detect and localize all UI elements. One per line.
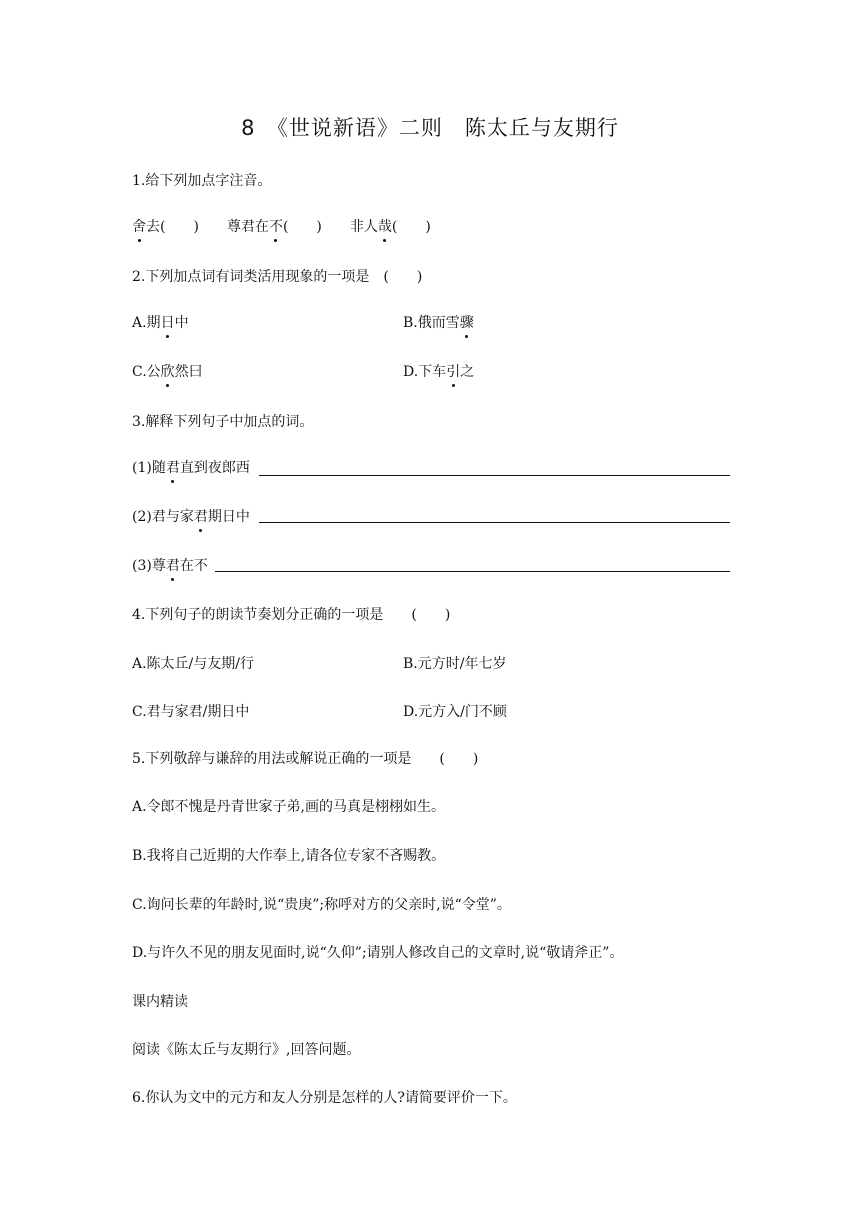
q3-item-1: (1)随君直到夜郎西: [132, 460, 250, 476]
q5-stem: 5.下列敬辞与谦辞的用法或解说正确的一项是 ( ): [132, 751, 479, 767]
q1-item-1: 舍去( ): [132, 219, 199, 235]
q3-answer-line-2[interactable]: [259, 522, 730, 523]
q1-item-2: 尊君在不( ): [226, 219, 322, 235]
q5-option-a: A.令郎不愧是丹青世家子弟,画的马真是栩栩如生。: [132, 799, 446, 815]
q3-item-2: (2)君与家君期日中: [132, 509, 250, 525]
q3-stem: 3.解释下列句子中加点的词。: [132, 414, 314, 430]
q1-item-3: 非人哉( ): [349, 219, 431, 235]
reading-instruction: 阅读《陈太丘与友期行》,回答问题。: [132, 1042, 361, 1058]
q6-stem: 6.你认为文中的元方和友人分别是怎样的人?请简要评价一下。: [132, 1090, 517, 1106]
q2-stem: 2.下列加点词有词类活用现象的一项是 ( ): [132, 269, 423, 285]
q5-option-d: D.与许久不见的朋友见面时,说“久仰”;请别人修改自己的文章时,说“敬请斧正”。: [132, 945, 624, 961]
q2-option-a: A.期日中: [132, 315, 189, 331]
section-heading: 课内精读: [132, 994, 188, 1010]
q4-option-c: C.君与家君/期日中: [132, 704, 250, 720]
q1-items: [132, 217, 431, 237]
q3-answer-line-3[interactable]: [215, 571, 730, 572]
q1-stem: 1.给下列加点字注音。: [132, 173, 272, 189]
q2-option-b: B.俄而雪骤: [403, 315, 474, 331]
q4-option-d: D.元方入/门不顾: [403, 704, 507, 720]
page-title: 8 《世说新语》二则 陈太丘与友期行: [241, 116, 619, 140]
q5-option-b: B.我将自己近期的大作奉上,请各位专家不吝赐教。: [132, 848, 446, 864]
q4-stem: 4.下列句子的朗读节奏划分正确的一项是 ( ): [132, 607, 451, 623]
q3-item-3: (3)尊君在不: [132, 558, 208, 574]
q2-option-c: C.公欣然曰: [132, 364, 203, 380]
q2-option-d: D.下车引之: [403, 364, 475, 380]
q3-answer-line-1[interactable]: [259, 475, 730, 476]
q5-option-c: C.询问长辈的年龄时,说“贵庚”;称呼对方的父亲时,说“令堂”。: [132, 897, 511, 913]
q4-option-a: A.陈太丘/与友期/行: [132, 656, 254, 672]
q4-option-b: B.元方时/年七岁: [403, 656, 507, 672]
